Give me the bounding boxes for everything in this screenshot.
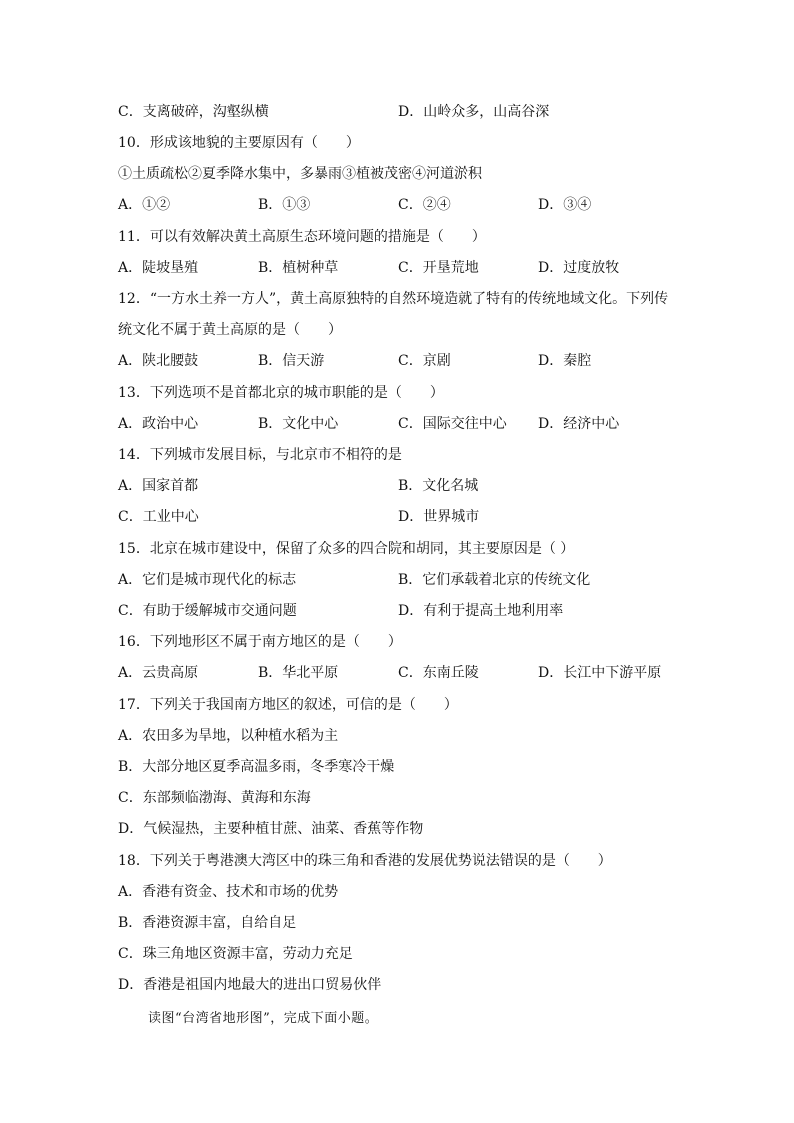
answer-option: A．它们是城市现代化的标志 [118,572,297,588]
question-text: B．香港资源丰富，自给自足 [118,915,297,931]
answer-option: B．文化名城 [398,478,479,494]
answer-option: D．③④ [538,197,592,213]
answer-option: B．文化中心 [258,416,339,432]
question-text: ①土质疏松②夏季降水集中，多暴雨③植被茂密④河道淤积 [118,166,482,182]
answer-option: C．工业中心 [118,509,199,525]
question-text: 16．下列地形区不属于南方地区的是（ ） [118,634,402,650]
question-text: A．农田多为旱地，以种植水稻为主 [118,728,339,744]
answer-option: A．政治中心 [118,416,199,432]
answer-option: C．开垦荒地 [398,260,479,276]
answer-option: C．国际交往中心 [398,416,507,432]
answer-option: A．陡坡垦殖 [118,260,199,276]
question-text: 18．下列关于粤港澳大湾区中的珠三角和香港的发展优势说法错误的是（ ） [118,853,612,869]
answer-option: A．陕北腰鼓 [118,353,199,369]
answer-option: C．东南丘陵 [398,665,479,681]
question-text: D．气候湿热，主要种植甘蔗、油菜、香蕉等作物 [118,821,424,837]
answer-option: C．支离破碎，沟壑纵横 [118,104,269,120]
answer-option: D．过度放牧 [538,260,620,276]
answer-option: B．华北平原 [258,665,339,681]
question-text: 17．下列关于我国南方地区的叙述，可信的是（ ） [118,697,458,713]
answer-option: D．长江中下游平原 [538,665,662,681]
answer-option: C．②④ [398,197,451,213]
answer-option: B．①③ [258,197,311,213]
answer-option: A．①② [118,197,171,213]
answer-option: C．有助于缓解城市交通问题 [118,603,297,619]
question-text: 10．形成该地貌的主要原因有（ ） [118,135,360,151]
question-text: D．香港是祖国内地最大的进出口贸易伙伴 [118,977,382,993]
answer-option: B．它们承载着北京的传统文化 [398,572,591,588]
question-text: A．香港有资金、技术和市场的优势 [118,884,339,900]
question-text: 11．可以有效解决黄土高原生态环境问题的措施是（ ） [118,229,486,245]
answer-option: D．世界城市 [398,509,480,525]
answer-option: C．京剧 [398,353,451,369]
answer-option: A．云贵高原 [118,665,199,681]
question-text: B．大部分地区夏季高温多雨，冬季寒冷干燥 [118,759,395,775]
reading-instruction: 读图“台湾省地形图”，完成下面小题。 [148,1011,379,1026]
question-text: C．东部频临渤海、黄海和东海 [118,790,311,806]
question-text: 14．下列城市发展目标，与北京市不相符的是 [118,447,402,463]
question-text: 统文化不属于黄土高原的是（ ） [118,322,342,338]
answer-option: B．植树种草 [258,260,339,276]
answer-option: D．秦腔 [538,353,592,369]
question-text: 13．下列选项不是首都北京的城市职能的是（ ） [118,385,444,401]
answer-option: D．有利于提高土地利用率 [398,603,564,619]
answer-option: A．国家首都 [118,478,199,494]
question-text: C．珠三角地区资源丰富，劳动力充足 [118,946,353,962]
answer-option: D．山岭众多，山高谷深 [398,104,550,120]
question-text: 12．“一方水土养一方人”，黄土高原独特的自然环境造就了特有的传统地域文化。下列传 [118,291,669,307]
question-text: 15．北京在城市建设中，保留了众多的四合院和胡同，其主要原因是（ ） [118,541,575,557]
answer-option: D．经济中心 [538,416,620,432]
answer-option: B．信天游 [258,353,325,369]
